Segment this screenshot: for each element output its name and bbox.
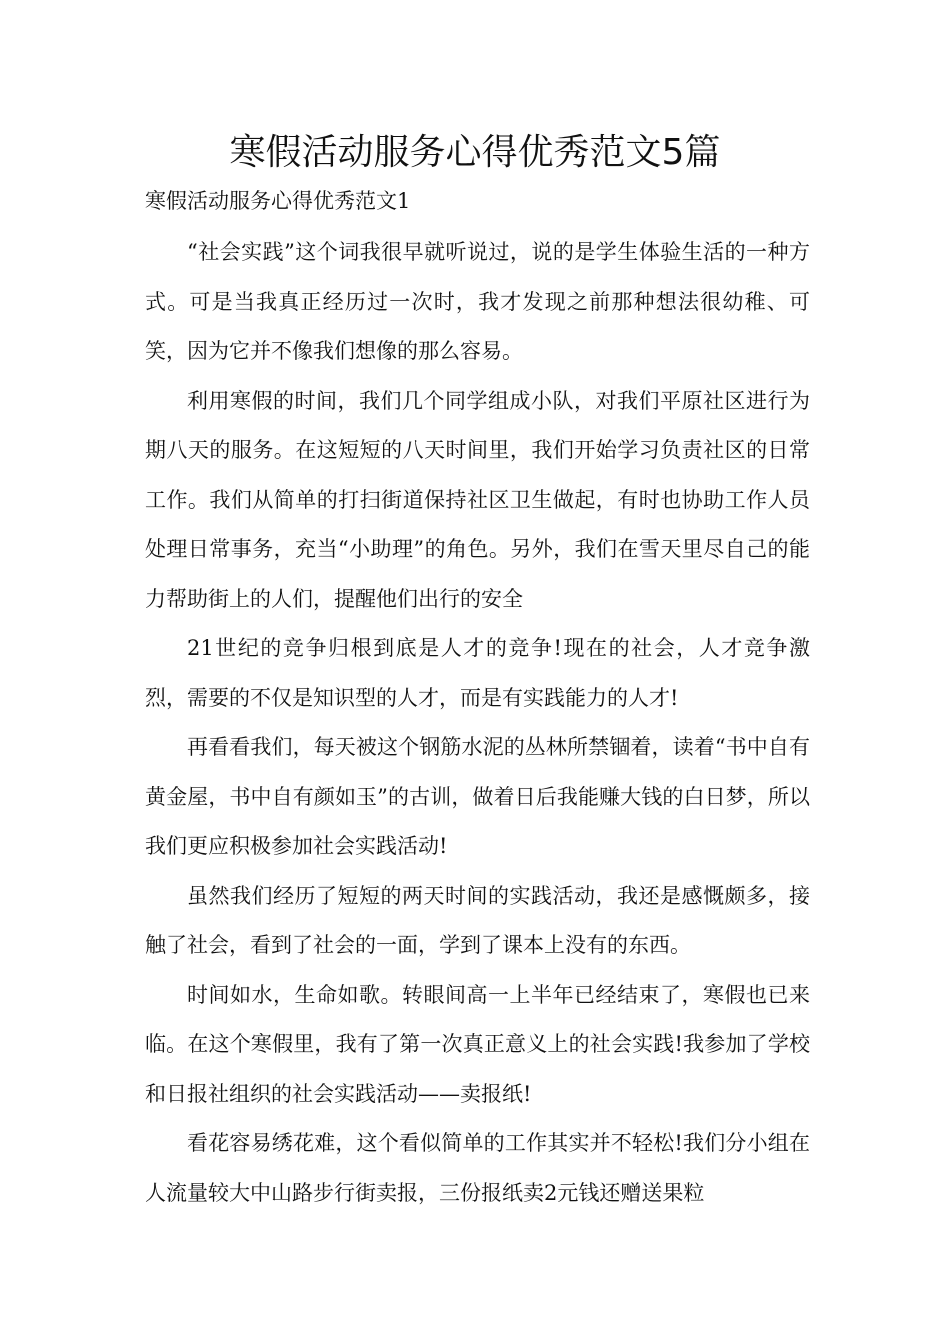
section-heading: 寒假活动服务心得优秀范文1	[145, 189, 411, 213]
document-title: 寒假活动服务心得优秀范文5篇	[229, 132, 721, 173]
paragraph: 利用寒假的时间，我们几个同学组成小队，对我们平原社区进行为期八天的服务。在这短短的八天时间里，我们开始学习负责社区的日常工作。我们从简单的打扫街道保持社区卫生做起，有时也协助工作人员处理日常事务，充当“小助理”的角色。另外，我们在雪天里尽自己的能力帮助街上的人们，提醒他们出行的安全	[145, 388, 810, 611]
paragraph: 虽然我们经历了短短的两天时间的实践活动，我还是感慨颇多，接触了社会，看到了社会的一面，学到了课本上没有的东西。	[145, 883, 810, 957]
paragraph: 看花容易绣花难，这个看似简单的工作其实并不轻松!我们分小组在人流量较大中山路步行街卖报，三份报纸卖2元钱还赠送果粒	[145, 1131, 810, 1205]
paragraph: “社会实践”这个词我很早就听说过，说的是学生体验生活的一种方式。可是当我真正经历过一次时，我才发现之前那种想法很幼稚、可笑，因为它并不像我们想像的那么容易。	[145, 240, 810, 363]
document-body	[145, 228, 810, 1218]
paragraph: 时间如水，生命如歌。转眼间高一上半年已经结束了，寒假也已来临。在这个寒假里，我有了第一次真正意义上的社会实践!我参加了学校和日报社组织的社会实践活动——卖报纸!	[145, 982, 810, 1106]
paragraph: 21世纪的竞争归根到底是人才的竞争!现在的社会，人才竞争激烈，需要的不仅是知识型的人才，而是有实践能力的人才!	[145, 636, 810, 710]
paragraph: 再看看我们，每天被这个钢筋水泥的丛林所禁锢着，读着“书中自有黄金屋，书中自有颜如玉”的古训，做着日后我能赚大钱的白日梦，所以我们更应积极参加社会实践活动!	[145, 735, 810, 858]
